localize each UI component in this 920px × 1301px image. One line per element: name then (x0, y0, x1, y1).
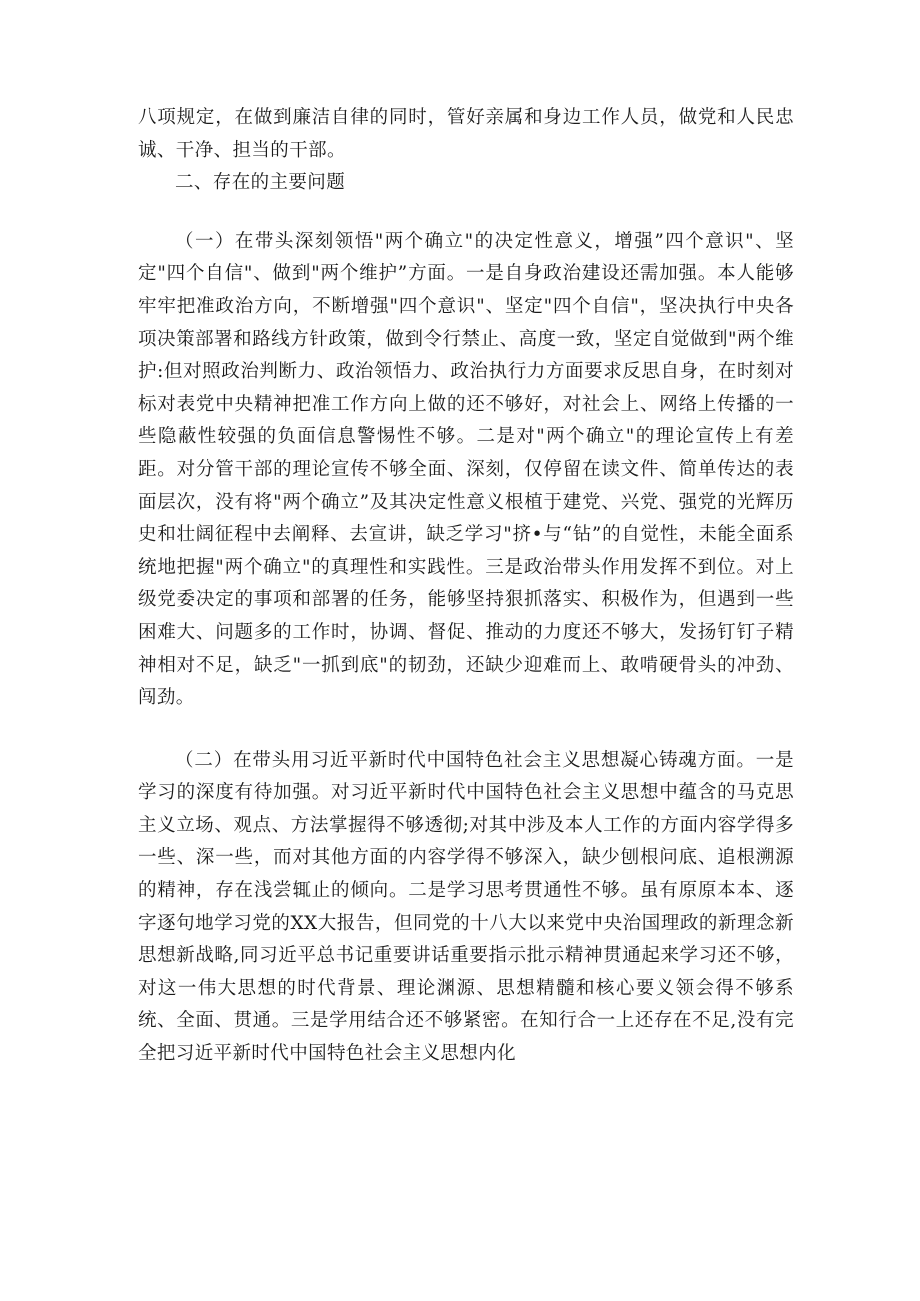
paragraph-continuation: 八项规定，在做到廉洁自律的同时，管好亲属和身边工作人员，做党和人民忠诚、干净、担当的干部。 (138, 107, 794, 161)
paragraph-section-one: （一）在带头深刻领悟"两个确立"的决定性意义，增强”四个意识"、坚定"四个自信"、做到"两个维护”方面。一是自身政治建设还需加强。本人能够牢牢把准政治方向，不断增强"四个意识"、坚定"四个自信"，坚决执行中央各项决策部署和路线方针政策，做到令行禁止、高度一致，坚定自觉做到"两个维护:但对照政治判断力、政治领悟力、政治执行力方面要求反思自身，在时刻对标对表党中央精神把准工作方向上做的还不够好，对社会上、网络上传播的一些隐蔽性较强的负面信息警惕性不够。二是对"两个确立"的理论宣传上有差距。对分管干部的理论宣传不够全面、深刻，仅停留在读文件、简单传达的表面层次，没有将"两个确立”及其决定性意义根植于建党、兴党、强党的光辉历史和壮阔征程中去阐释、去宣讲，缺乏学习"挤•与“钻”的自觉性，未能全面系统地把握"两个确立"的真理性和实践性。三是政治带头作用发挥不到位。对上级党委决定的事项和部署的任务，能够坚持狠抓落实、积极作为，但遇到一些困难大、问题多的工作时，协调、督促、推动的力度还不够大，发扬钉钉子精神相对不足，缺乏"一抓到底"的韧劲，还缺少迎难而上、敢啃硬骨头的冲劲、闯劲。 (138, 230, 794, 709)
document-page (138, 102, 794, 1071)
paragraph-section-two: （二）在带头用习近平新时代中国特色社会主义思想凝心铸魂方面。一是学习的深度有待加强。对习近平新时代中国特色社会主义思想中蕴含的马克思主义立场、观点、方法掌握得不够透彻;对其中涉及本人工作的方面内容学得多一些、深一些，而对其他方面的内容学得不够深入，缺少刨根问底、追根溯源的精神，存在浅尝辄止的倾向。二是学习思考贯通性不够。虽有原原本本、逐字逐句地学习党的XX大报告，但同党的十八大以来党中央治国理政的新理念新思想新战略,同习近平总书记重要讲话重要指示批示精神贯通起来学习还不够，对这一伟大思想的时代背景、理论渊源、思想精髓和核心要义领会得不够系统、全面、贯通。三是学用结合还不够紧密。在知行合一上还存在不足,没有完全把习近平新时代中国特色社会主义思想内化 (138, 749, 794, 1065)
section-heading: 二、存在的主要问题 (175, 172, 346, 194)
